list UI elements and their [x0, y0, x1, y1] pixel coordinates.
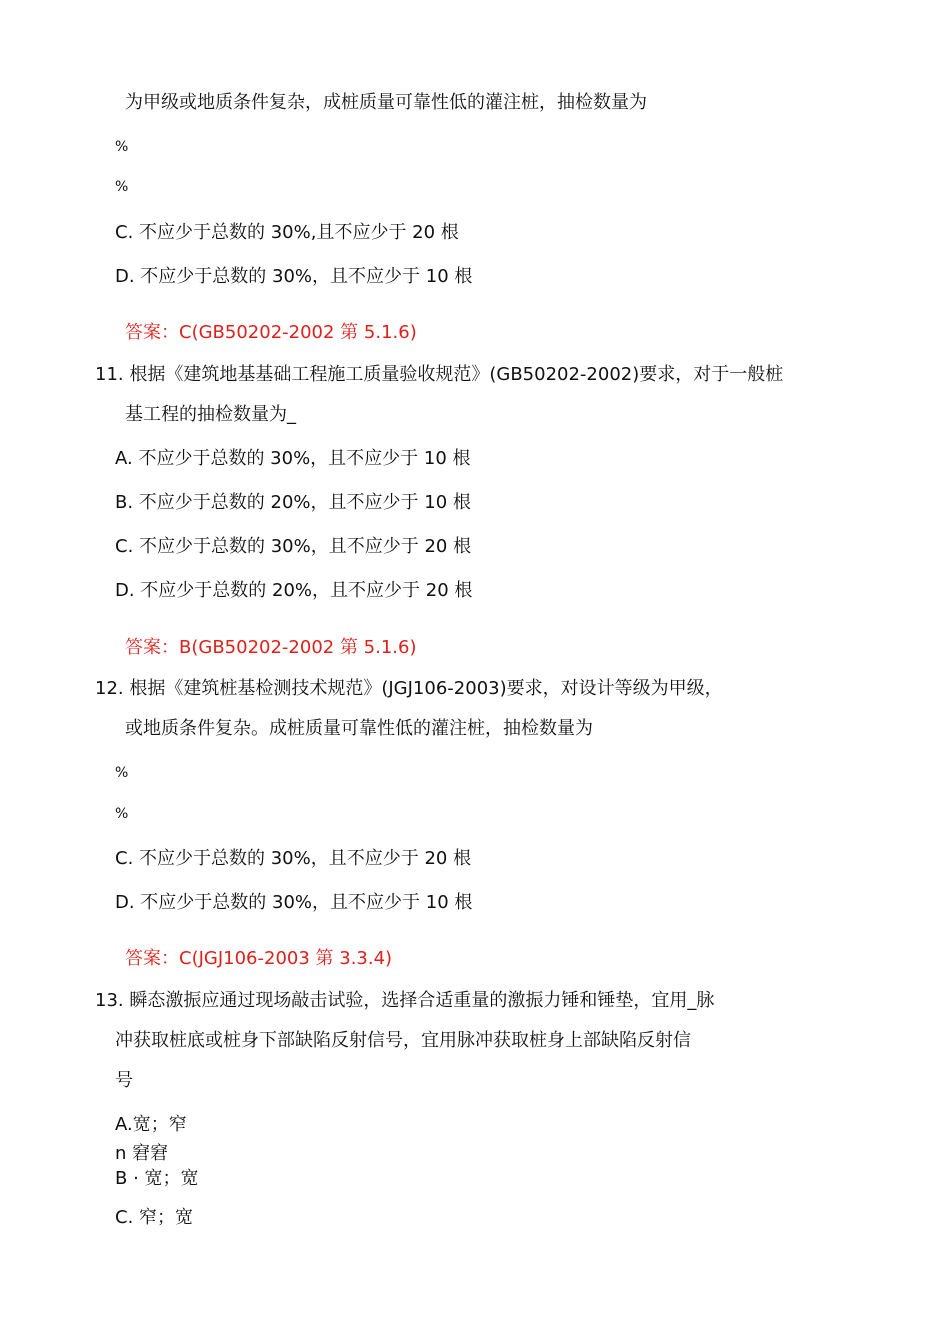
q12-answer: 答案：C(JGJ106-2003 第 3.3.4)	[125, 948, 393, 969]
q12-stem-line-1: 12. 根据《建筑桩基检测技术规范》(JGJ106-2003)要求，对设计等级为甲级，	[95, 678, 723, 699]
q11-option-a: A. 不应少于总数的 30%，且不应少于 10 根	[115, 448, 471, 469]
q13-option-a: A.宽；窄	[115, 1114, 187, 1135]
q13-stem-line-3: 号	[115, 1070, 133, 1091]
q11-stem-line-1: 11. 根据《建筑地基基础工程施工质量验收规范》(GB50202-2002)要求，对于一般桩	[95, 364, 784, 385]
q13-stem-line-1: 13. 瞬态激振应通过现场敲击试验，选择合适重量的激振力锤和锤垫，宜用_脉	[95, 990, 715, 1011]
q10-option-b: %	[115, 179, 129, 195]
q13-option-c: C. 窄；宽	[115, 1207, 194, 1228]
q12-stem-line-2: 或地质条件复杂。成桩质量可靠性低的灌注桩，抽检数量为	[125, 718, 593, 739]
q13-option-n: n 窘窘	[115, 1143, 169, 1164]
q11-option-c: C. 不应少于总数的 30%，且不应少于 20 根	[115, 536, 472, 557]
q11-option-b: B. 不应少于总数的 20%，且不应少于 10 根	[115, 492, 471, 513]
q11-stem-line-2: 基工程的抽检数量为_	[125, 404, 296, 425]
q10-option-d: D. 不应少于总数的 30%，且不应少于 10 根	[115, 266, 473, 287]
q12-option-b: %	[115, 806, 129, 822]
q10-option-c: C. 不应少于总数的 30%,且不应少于 20 根	[115, 222, 459, 243]
q12-option-d: D. 不应少于总数的 30%，且不应少于 10 根	[115, 892, 473, 913]
q13-option-b: B · 宽；宽	[115, 1168, 199, 1189]
q10-option-a: %	[115, 139, 129, 155]
q12-option-a: %	[115, 765, 129, 781]
q11-option-d: D. 不应少于总数的 20%，且不应少于 20 根	[115, 580, 473, 601]
q10-answer: 答案：C(GB50202-2002 第 5.1.6)	[125, 322, 417, 343]
q13-stem-line-2: 冲获取桩底或桩身下部缺陷反射信号，宜用脉冲获取桩身上部缺陷反射信	[115, 1030, 691, 1051]
q12-option-c: C. 不应少于总数的 30%，且不应少于 20 根	[115, 848, 472, 869]
q11-answer: 答案：B(GB50202-2002 第 5.1.6)	[125, 637, 417, 658]
q10-stem-line: 为甲级或地质条件复杂，成桩质量可靠性低的灌注桩，抽检数量为	[125, 92, 647, 113]
